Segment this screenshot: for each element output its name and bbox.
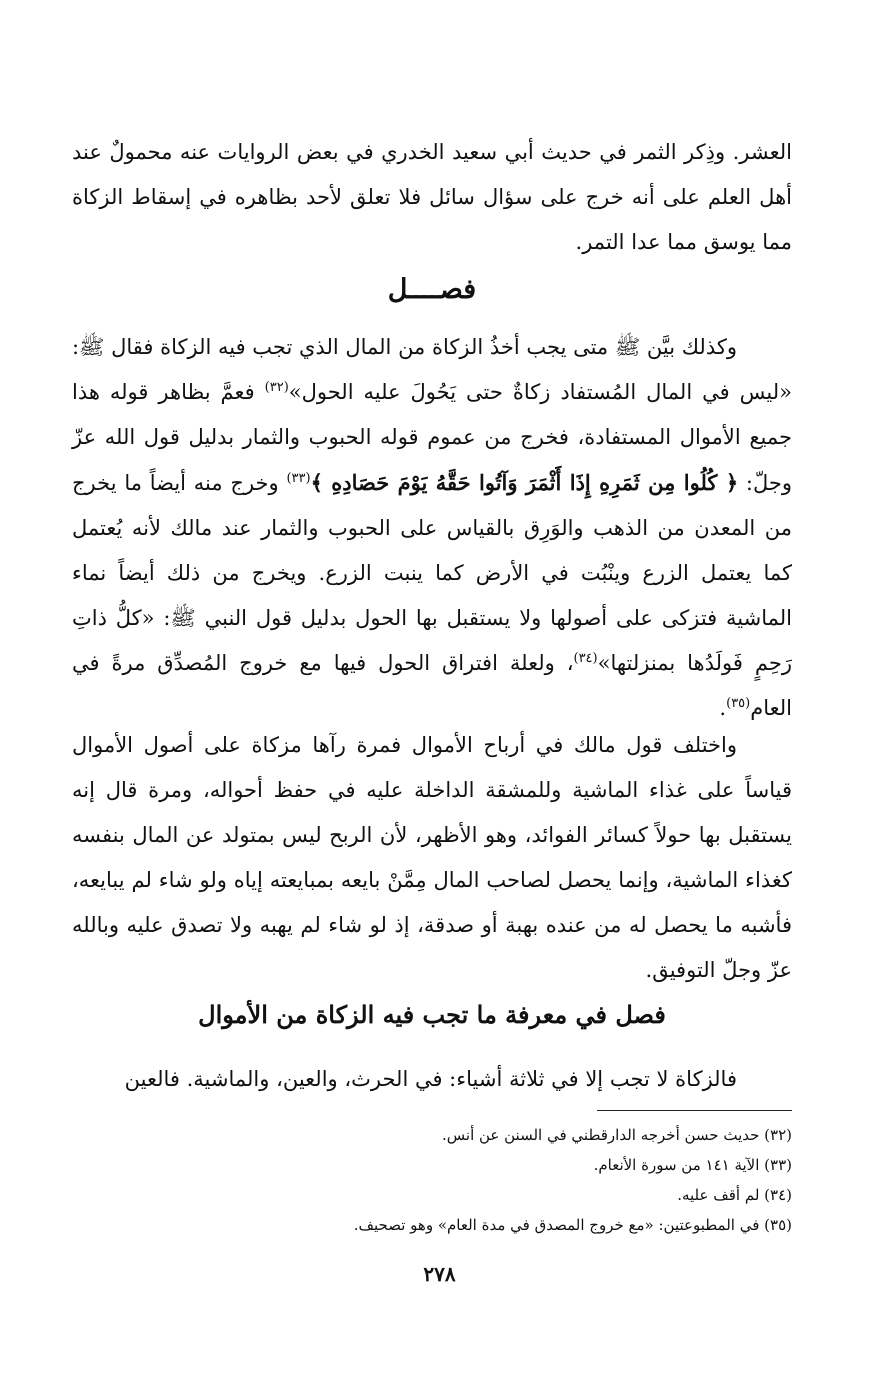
footnote-divider xyxy=(597,1110,792,1111)
paragraph-2-text-2: فعمَّ بظاهر قوله هذا جميع الأموال المستفادة، فخرج من عموم قوله الحبوب والثمار بدليل قول الله عزّ وجلّ: xyxy=(72,380,792,495)
paragraph-2-end: . xyxy=(719,696,727,720)
paragraph-2-text-1: وكذلك بيَّن ﷺ متى يجب أخذُ الزكاة من المال الذي تجب فيه الزكاة فقال ﷺ: «ليس في المال المُستفاد زكاةٌ حتى يَحُولَ عليه الحول» xyxy=(71,335,792,404)
footnote-ref-34: (٣٤) xyxy=(573,651,598,666)
footnote-34: (٣٤) لم أقف عليه. xyxy=(677,1186,792,1204)
footnote-ref-32: (٣٢) xyxy=(264,380,289,395)
paragraph-4-block xyxy=(72,1057,792,1102)
footnote-ref-33: (٣٣) xyxy=(286,471,311,486)
section-heading-fasl: فصــــل xyxy=(387,274,477,305)
paragraph-4: فالزكاة لا تجب إلا في ثلاثة أشياء: في الحرث، والعين، والماشية. فالعين xyxy=(124,1067,737,1091)
quran-verse: ﴿ كُلُوا مِن ثَمَرِهِ إِذَا أَثْمَرَ وَآتُوا حَقَّهُ يَوْمَ حَصَادِهِ ﴾ xyxy=(310,470,739,495)
footnote-ref-35: (٣٥) xyxy=(726,696,751,711)
footnote-32: (٣٢) حديث حسن أخرجه الدارقطني في السنن عن أنس. xyxy=(442,1126,792,1144)
paragraph-2-text-3: وخرج منه أيضاً ما يخرج من المعدن من الذهب والوَرِق بالقياس على الحبوب والثمار عند مالك لأنه يُعتمل كما يعتمل الزرع وينْبُت في الأرض كما ينبت الزرع. ويخرج من ذلك أيضاً نماء الماشية فتزكى على أصولها ولا يستقبل بها الحول بدليل قول النبي ﷺ: «كلُّ ذاتِ رَحِمٍ فَولَدُها بمنزلتها» xyxy=(72,471,792,675)
section-heading-zakat-wealth: فصل في معرفة ما تجب فيه الزكاة من الأموال xyxy=(198,1000,666,1029)
paragraph-2 xyxy=(72,325,792,731)
footnote-35: (٣٥) في المطبوعتين: «مع خروج المصدق في مدة العام» وهو تصحيف. xyxy=(353,1216,792,1234)
paragraph-2-text-4: ، ولعلة افتراق الحول فيها مع خروج المُصدِّق مرةً في العام xyxy=(72,651,792,720)
paragraph-2-block xyxy=(72,325,792,731)
paragraph-1-block xyxy=(72,130,792,265)
paragraph-1: العشر. وذِكر الثمر في حديث أبي سعيد الخدري في بعض الروايات عنه محمولٌ عند أهل العلم على أنه خرج على سؤال سائل فلا تعلق لأحد بظاهره في إسقاط الزكاة مما يوسق مما عدا التمر. xyxy=(72,140,792,254)
footnote-33: (٣٣) الآية ١٤١ من سورة الأنعام. xyxy=(593,1156,792,1174)
paragraph-3: واختلف قول مالك في أرباح الأموال فمرة رآها مزكاة على أصول الأموال قياساً على غذاء الماشية وللمشقة الداخلة عليه في حفظ أحواله، ومرة قال إنه يستقبل بها حولاً كسائر الفوائد، وهو الأظهر، لأن الربح ليس بمتولد عن المال بنفسه كغذاء الماشية، وإنما يحصل لصاحب المال مِمَّنْ بايعه بمبايعته إياه ولو شاء لم يبايعه، فأشبه ما يحصل له من عنده بهبة أو صدقة، إذ لو شاء لم يهبه ولا تصدق عليه وبالله عزّ وجلّ التوفيق. xyxy=(72,733,792,982)
paragraph-3-block xyxy=(72,723,792,993)
footnotes xyxy=(72,1120,792,1240)
page-number: ٢٧٨ xyxy=(423,1262,456,1286)
